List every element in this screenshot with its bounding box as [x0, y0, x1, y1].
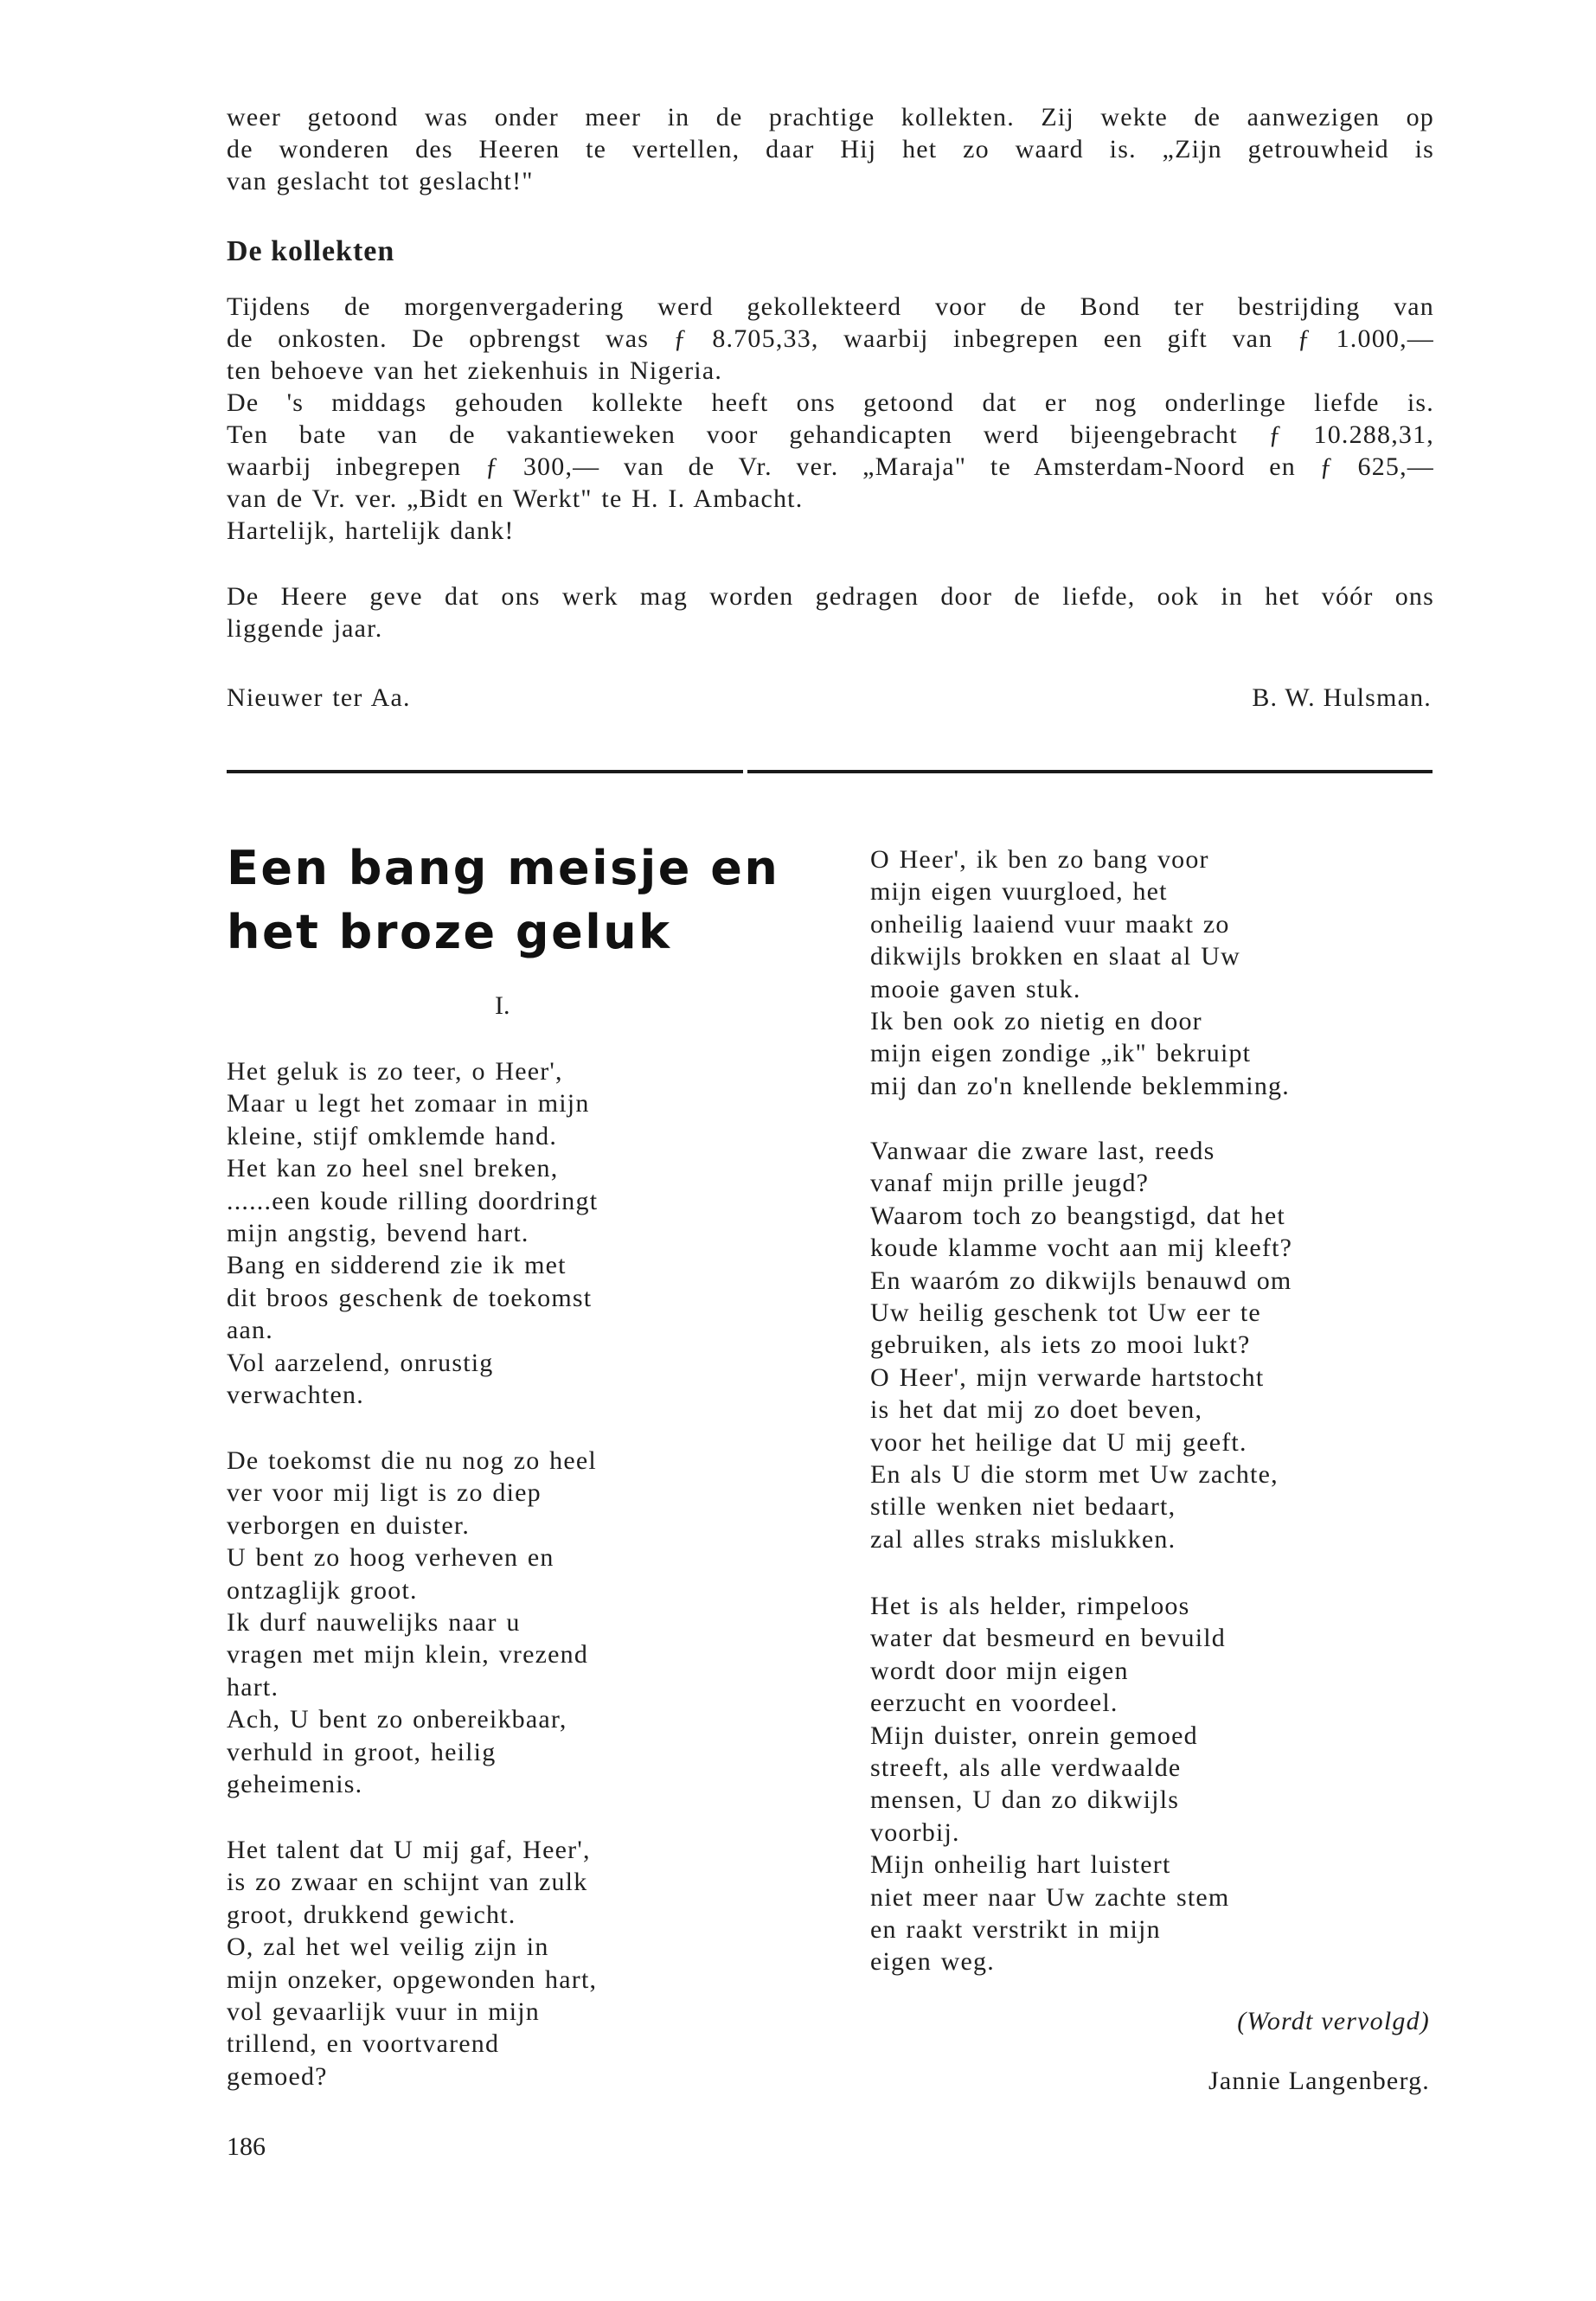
separator-rule	[747, 770, 1433, 773]
poem-title-line-1: Een bang meisje en	[227, 841, 780, 895]
poem-line: eerzucht en voordeel.	[870, 1689, 1118, 1718]
poem-line: voor het heilige dat U mij geeft.	[870, 1427, 1247, 1457]
body-line: ten behoeve van het ziekenhuis in Nigeria.	[227, 356, 723, 385]
poem-line: ontzaglijk groot.	[227, 1575, 418, 1605]
poem-line: Het kan zo heel snel breken,	[227, 1154, 559, 1183]
poem-line: kleine, stijf omklemde hand.	[227, 1121, 558, 1150]
intro-line: van geslacht tot geslacht!"	[227, 167, 534, 195]
body-line: De 's middags gehouden kollekte heeft ons getoond dat er nog onderlinge liefde is.	[227, 388, 1434, 417]
poem-line: U bent zo hoog verheven en	[227, 1543, 554, 1573]
poem-line: Maar u legt het zomaar in mijn	[227, 1089, 590, 1118]
body-line: van de Vr. ver. „Bidt en Werkt" te H. I. Ambacht.	[227, 484, 804, 513]
page-number: 186	[227, 2132, 266, 2161]
poem-line: niet meer naar Uw zachte stem	[870, 1882, 1230, 1912]
poem-line: Het is als helder, rimpeloos	[870, 1592, 1190, 1620]
poem-line: Het talent dat U mij gaf, Heer',	[227, 1836, 591, 1864]
poem-line: gemoed?	[227, 2061, 328, 2091]
body-line: waarbij inbegrepen ƒ 300,— van de Vr. ver. „Maraja" te Amsterdam-Noord en ƒ 625,—	[227, 452, 1434, 481]
poem-line: vol gevaarlijk vuur in mijn	[227, 1997, 541, 2026]
poem-line: O Heer', ik ben zo bang voor	[870, 845, 1209, 874]
author-name: Jannie Langenberg.	[1208, 2067, 1430, 2095]
poem-line: mijn eigen zondige „ik" bekruipt	[870, 1039, 1252, 1068]
poem-line: koude klamme vocht aan mij kleeft?	[870, 1234, 1293, 1263]
poem-line: verwachten.	[227, 1381, 364, 1409]
poem-line: aan.	[227, 1316, 273, 1345]
part-numeral: I.	[495, 991, 510, 1020]
poem-line: geheimenis.	[227, 1770, 363, 1798]
poem-line: ......een koude rilling doordringt	[227, 1186, 599, 1215]
poem-line: is zo zwaar en schijnt van zulk	[227, 1868, 588, 1897]
place-name: Nieuwer ter Aa.	[227, 683, 411, 712]
poem-line: gebruiken, als iets zo mooi lukt?	[870, 1330, 1251, 1360]
poem-line: ver voor mij ligt is zo diep	[227, 1478, 542, 1508]
body-line: Tijdens de morgenvergadering werd gekollekteerd voor de Bond ter bestrijding van	[227, 292, 1434, 321]
poem-line: is het dat mij zo doet beven,	[870, 1395, 1203, 1425]
poem-line: water dat besmeurd en bevuild	[870, 1624, 1227, 1653]
closing-line: liggende jaar.	[227, 614, 383, 643]
signature: B. W. Hulsman.	[1252, 683, 1432, 712]
poem-line: verhuld in groot, heilig	[227, 1737, 497, 1766]
poem-line: mijn eigen vuurgloed, het	[870, 877, 1168, 907]
closing-line: De Heere geve dat ons werk mag worden gedragen door de liefde, ook in het vóór ons	[227, 582, 1434, 611]
poem-line: mooie gaven stuk.	[870, 974, 1081, 1003]
poem-line: wordt door mijn eigen	[870, 1656, 1129, 1685]
poem-line: Ik durf nauwelijks naar u	[227, 1608, 521, 1637]
poem-title-line-2: het broze geluk	[227, 905, 672, 959]
poem-line: mijn angstig, bevend hart.	[227, 1219, 529, 1247]
poem-line: hart.	[227, 1672, 279, 1702]
poem-line: En als U die storm met Uw zachte,	[870, 1460, 1279, 1489]
poem-line: Waarom toch zo beangstigd, dat het	[870, 1201, 1285, 1230]
poem-line: eigen weg.	[870, 1947, 995, 1977]
poem-line: De toekomst die nu nog zo heel	[227, 1446, 597, 1475]
poem-line: Uw heilig geschenk tot Uw eer te	[870, 1298, 1261, 1327]
poem-line: vragen met mijn klein, vrezend	[227, 1640, 589, 1670]
poem-line: groot, drukkend gewicht.	[227, 1900, 516, 1929]
poem-line: Mijn onheilig hart luistert	[870, 1850, 1171, 1880]
poem-line: streeft, als alle verdwaalde	[870, 1753, 1182, 1782]
poem-line: mijn onzeker, opgewonden hart,	[227, 1965, 598, 1994]
poem-line: dit broos geschenk de toekomst	[227, 1283, 593, 1312]
intro-line: de wonderen des Heeren te vertellen, daar Hij het zo waard is. „Zijn getrouwheid is	[227, 135, 1434, 163]
poem-line: mij dan zo'n knellende beklemming.	[870, 1071, 1290, 1100]
poem-line: zal alles straks mislukken.	[870, 1524, 1176, 1554]
poem-line: Vanwaar die zware last, reeds	[870, 1137, 1215, 1165]
poem-line: O Heer', mijn verwarde hartstocht	[870, 1362, 1265, 1392]
poem-line: En waaróm zo dikwijls benauwd om	[870, 1266, 1292, 1295]
body-line: de onkosten. De opbrengst was ƒ 8.705,33, waarbij inbegrepen een gift van ƒ 1.000,—	[227, 324, 1434, 353]
poem-line: en raakt verstrikt in mijn	[870, 1915, 1161, 1944]
poem-line: dikwijls brokken en slaat al Uw	[870, 942, 1240, 971]
poem-line: Vol aarzelend, onrustig	[227, 1348, 494, 1377]
body-line: Hartelijk, hartelijk dank!	[227, 516, 515, 545]
poem-line: stille wenken niet bedaart,	[870, 1492, 1176, 1522]
poem-line: voorbij.	[870, 1817, 960, 1847]
poem-line: trillend, en voortvarend	[227, 2029, 500, 2059]
poem-line: Mijn duister, onrein gemoed	[870, 1721, 1198, 1750]
intro-line: weer getoond was onder meer in de prachtige kollekten. Zij wekte de aanwezigen op	[227, 103, 1434, 131]
section-heading: De kollekten	[227, 235, 395, 267]
body-line: Ten bate van de vakantieweken voor gehandicapten werd bijeengebracht ƒ 10.288,31,	[227, 420, 1434, 449]
poem-line: Bang en sidderend zie ik met	[227, 1251, 567, 1280]
poem-line: onheilig laaiend vuur maakt zo	[870, 909, 1230, 939]
poem-line: Ach, U bent zo onbereikbaar,	[227, 1705, 567, 1734]
poem-line: Ik ben ook zo nietig en door	[870, 1007, 1202, 1035]
poem-line: mensen, U dan zo dikwijls	[870, 1785, 1180, 1815]
separator-rule	[227, 770, 743, 773]
continued-note: (Wordt vervolgd)	[1237, 2007, 1430, 2035]
poem-line: verborgen en duister.	[227, 1510, 471, 1540]
poem-line: O, zal het wel veilig zijn in	[227, 1932, 549, 1962]
poem-line: Het geluk is zo teer, o Heer',	[227, 1057, 563, 1086]
poem-line: vanaf mijn prille jeugd?	[870, 1169, 1150, 1198]
